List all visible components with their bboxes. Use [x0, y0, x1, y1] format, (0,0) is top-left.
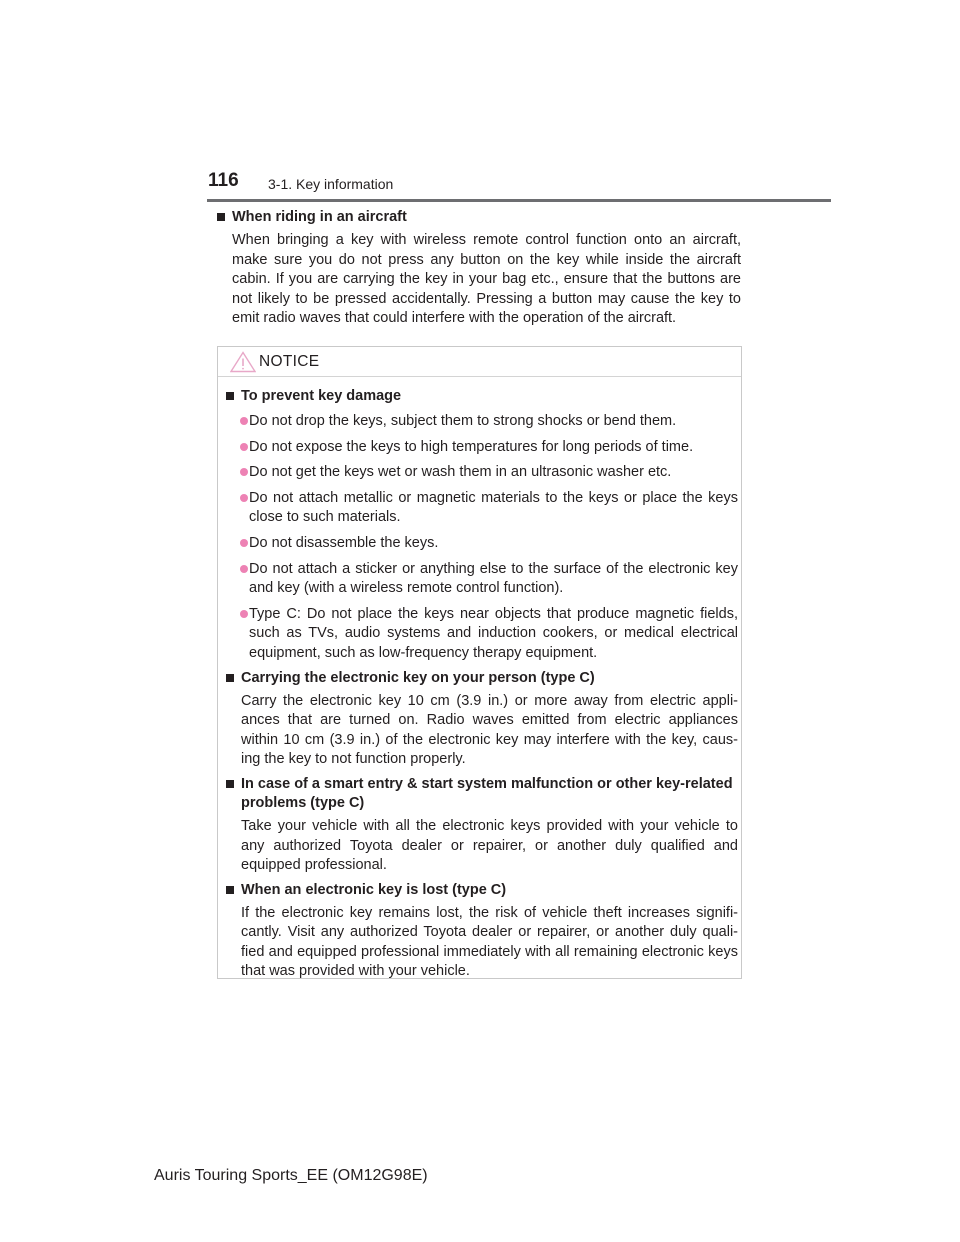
notice-body: Take your vehicle with all the electronic keys provided with your vehicle to any authorized Toyota dealer or repairer, or another duly qualified and equipped professional.	[241, 817, 738, 874]
page-number: 116	[208, 170, 239, 191]
bullet-item	[226, 463, 738, 483]
dot-bullet-icon	[240, 494, 248, 502]
bullet-item	[226, 438, 738, 458]
dot-bullet-icon	[240, 443, 248, 451]
notice-heading-text: When an electronic key is lost (type C)	[241, 881, 507, 898]
square-bullet-icon	[226, 780, 234, 788]
notice-body: If the electronic key remains lost, the risk of vehicle theft increases signifi-cantly. Visit any authorized Toyota dealer or repairer, or another duly quali-fied and equipped professional immediately with all remaining electronic keys that was provided with your vehicle.	[241, 904, 738, 980]
warning-triangle-icon	[230, 351, 256, 373]
notice-heading	[226, 775, 738, 813]
bullet-text: Type C: Do not place the keys near objects that produce magnetic fields, such as TVs, audio systems and induction cookers, or medical electrical equipment, such as low-frequency therapy equipment.	[249, 605, 738, 661]
intro-heading-text: When riding in an aircraft	[232, 209, 407, 225]
bullet-item	[226, 412, 738, 432]
notice-heading	[226, 881, 738, 900]
dot-bullet-icon	[240, 610, 248, 618]
bullet-text: Do not disassemble the keys.	[249, 534, 439, 551]
bullet-text: Do not expose the keys to high temperatures for long periods of time.	[249, 438, 694, 455]
intro-section	[217, 208, 741, 329]
intro-body: When bringing a key with wireless remote control function onto an aircraft, make sure you do not press any button on the key while inside the aircraft cabin. If you are carrying the key in your bag etc., ensure that the buttons are not likely to be pressed accidentally. Pressing a button may cause the key to emit radio waves that could interfere with the operation of the aircraft.	[232, 232, 741, 327]
notice-body: Carry the electronic key 10 cm (3.9 in.) or more away from electric appli-ances that are turned on. Radio waves emitted from electric appliances within 10 cm (3.9 in.) of the electronic key may interfere with the key, caus-ing the key to not function properly.	[241, 692, 738, 768]
notice-box	[217, 346, 742, 979]
notice-header	[218, 347, 741, 376]
footer-model-code: Auris Touring Sports_EE (OM12G98E)	[154, 1167, 428, 1184]
dot-bullet-icon	[240, 539, 248, 547]
bullet-text: Do not get the keys wet or wash them in an ultrasonic washer etc.	[249, 464, 672, 481]
dot-bullet-icon	[240, 468, 248, 476]
notice-divider	[218, 376, 741, 377]
notice-heading-text: In case of a smart entry & start system malfunction or other key-related problems (type C)	[241, 775, 733, 811]
notice-heading	[226, 387, 738, 406]
dot-bullet-icon	[240, 417, 248, 425]
square-bullet-icon	[217, 213, 225, 221]
section-title: 3-1. Key information	[268, 176, 394, 192]
notice-heading	[226, 669, 738, 688]
bullet-text: Do not attach a sticker or anything else to the surface of the electronic key and key (with a wireless remote control function).	[249, 560, 738, 597]
bullet-text: Do not attach metallic or magnetic materials to the keys or place the keys close to such materials.	[249, 489, 738, 526]
dot-bullet-icon	[240, 565, 248, 573]
notice-content	[226, 387, 738, 982]
bullet-item	[226, 605, 738, 664]
notice-label: NOTICE	[259, 353, 320, 370]
bullet-item	[226, 489, 738, 528]
square-bullet-icon	[226, 392, 234, 400]
bullet-item	[226, 560, 738, 599]
square-bullet-icon	[226, 674, 234, 682]
intro-heading	[217, 208, 741, 227]
square-bullet-icon	[226, 886, 234, 894]
notice-heading-text: To prevent key damage	[241, 388, 402, 404]
header-rule	[207, 199, 831, 202]
notice-heading-text: Carrying the electronic key on your person (type C)	[241, 669, 595, 686]
bullet-item	[226, 534, 738, 554]
bullet-text: Do not drop the keys, subject them to strong shocks or bend them.	[249, 413, 677, 429]
